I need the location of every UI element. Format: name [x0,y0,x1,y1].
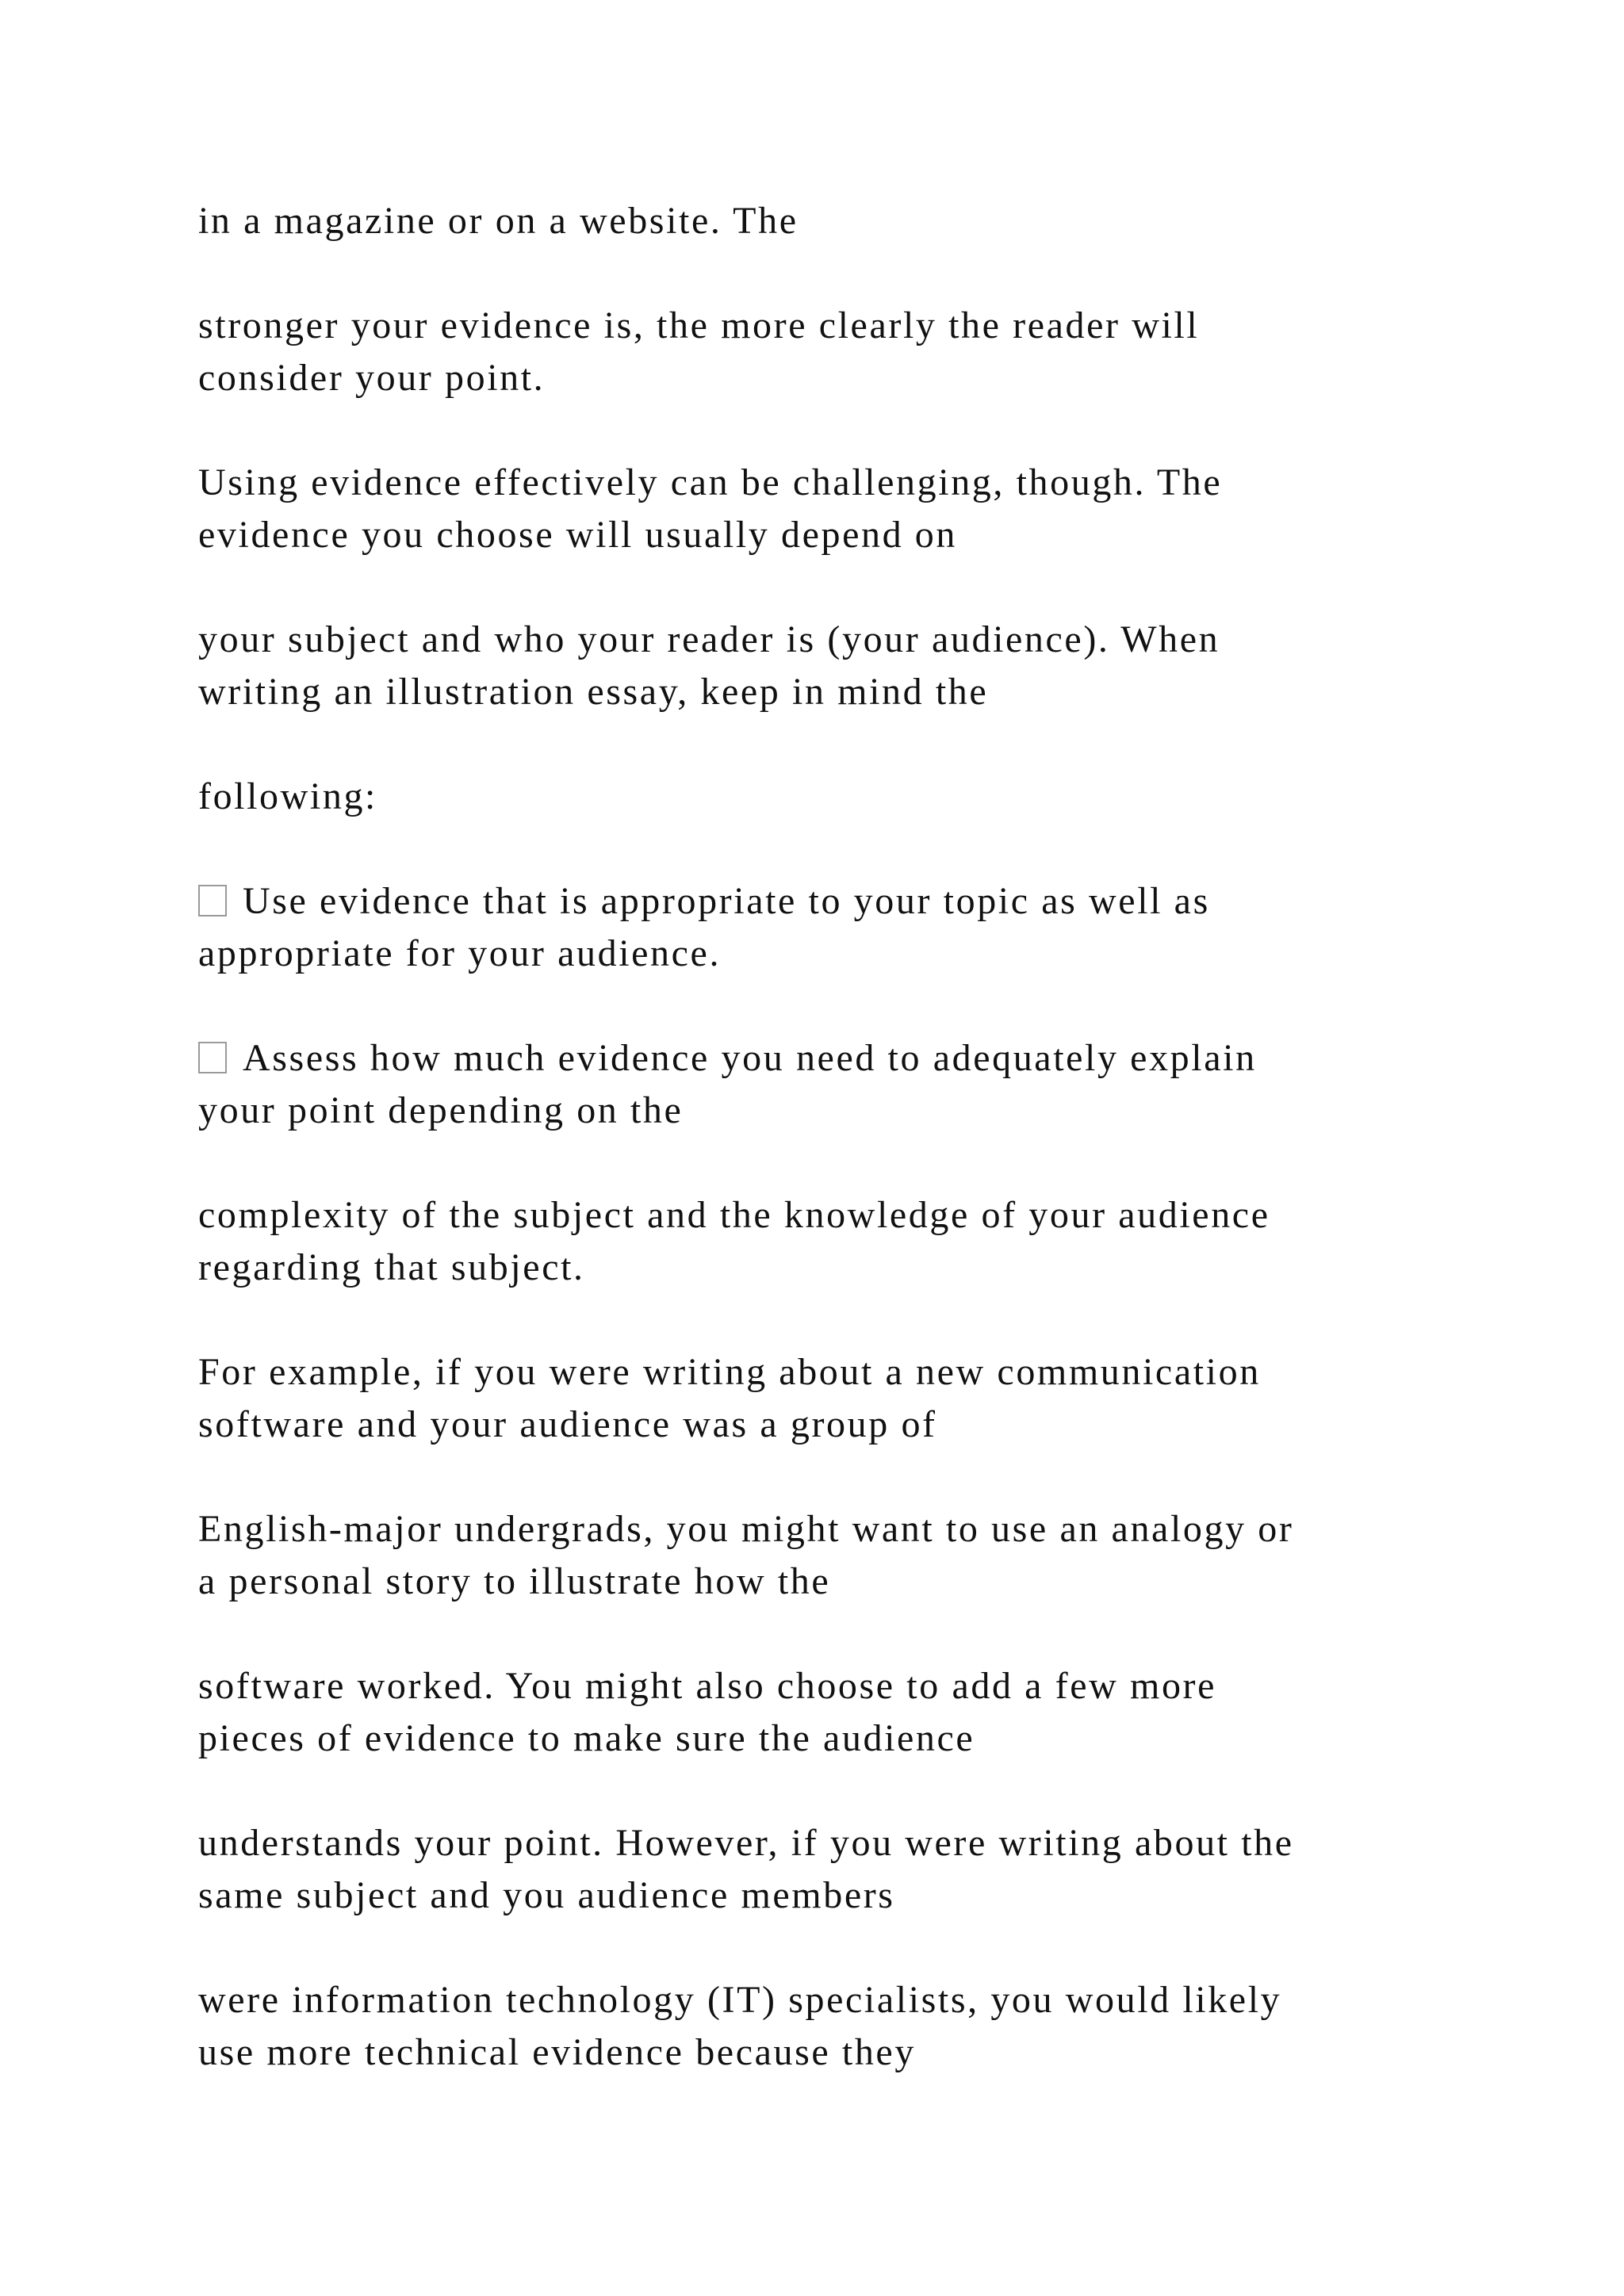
text-line: your subject and who your reader is (your audience). When [198,618,1220,660]
text-line: software and your audience was a group of [198,1403,937,1445]
document-body [198,195,1499,2131]
text-line: consider your point. [198,357,546,399]
paragraph [198,614,1499,718]
bullet-box-icon [198,1042,227,1073]
text-line: your point depending on the [198,1089,684,1131]
text-line: Using evidence effectively can be challenging, though. The [198,461,1223,503]
text-line: use more technical evidence because they [198,2031,916,2073]
paragraph [198,1974,1499,2079]
paragraph [198,457,1499,561]
text-line: For example, if you were writing about a new communication [198,1351,1261,1393]
text-line: understands your point. However, if you were writing about the [198,1822,1294,1864]
text-line: same subject and you audience members [198,1874,895,1916]
text-line: writing an illustration essay, keep in mind the [198,671,989,713]
text-line: English-major undergrads, you might want to use an analogy or [198,1508,1294,1550]
bullet-text: Use evidence that is appropriate to your topic as well as [243,880,1210,922]
text-line: evidence you choose will usually depend on [198,514,957,556]
paragraph [198,771,1499,823]
paragraph [198,1660,1499,1765]
text-line: following: [198,775,377,817]
paragraph [198,195,1499,247]
text-line: appropriate for your audience. [198,932,722,974]
bullet-paragraph [198,1032,1499,1137]
paragraph [198,1817,1499,1922]
text-line: software worked. You might also choose to add a few more [198,1665,1217,1707]
bullet-paragraph [198,875,1499,980]
bullet-box-icon [198,885,227,916]
paragraph [198,1503,1499,1608]
text-line: complexity of the subject and the knowledge of your audience [198,1194,1270,1236]
paragraph [198,1189,1499,1294]
text-line: a personal story to illustrate how the [198,1560,831,1602]
text-line: pieces of evidence to make sure the audience [198,1717,975,1759]
paragraph [198,1346,1499,1451]
bullet-text: Assess how much evidence you need to adequately explain [243,1037,1257,1079]
text-line: were information technology (IT) specialists, you would likely [198,1979,1282,2021]
text-line: stronger your evidence is, the more clearly the reader will [198,304,1200,346]
text-line [198,1032,1499,1085]
text-line [198,875,1499,928]
text-line: regarding that subject. [198,1246,585,1288]
text-line: in a magazine or on a website. The [198,200,799,242]
paragraph [198,300,1499,404]
